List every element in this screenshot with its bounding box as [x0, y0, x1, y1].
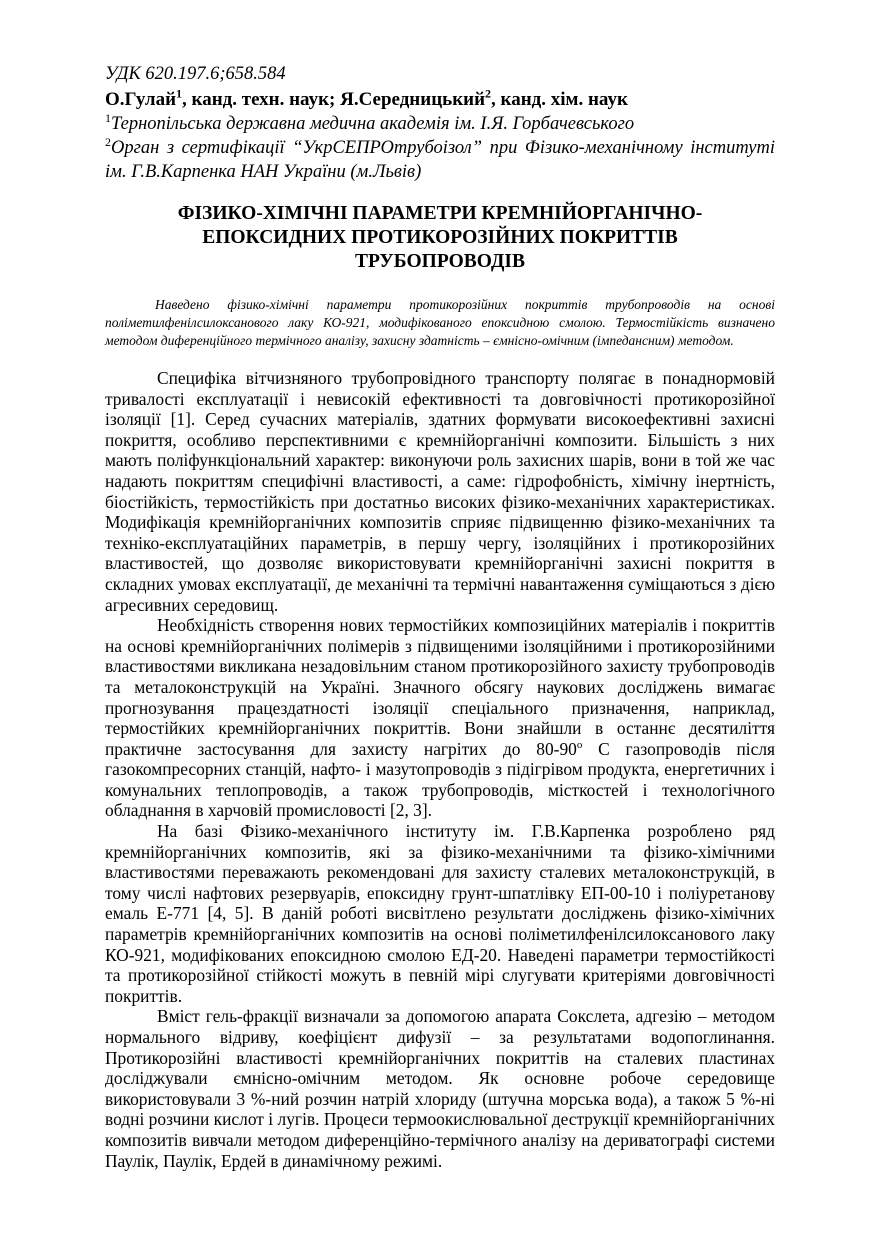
body-text	[105, 368, 775, 1171]
title-line-2: ЕПОКСИДНИХ ПРОТИКОРОЗІЙНИХ ПОКРИТТІВ	[202, 227, 678, 248]
affiliation-1-mark: 1	[105, 110, 111, 125]
affiliation-2	[105, 136, 775, 184]
paper-title	[105, 202, 775, 274]
title-line-3: ТРУБОПРОВОДІВ	[354, 251, 525, 272]
author-1-name: О.Гулай	[105, 89, 177, 110]
udk-code: УДК 620.197.6;658.584	[105, 64, 286, 84]
author-1-degree: , канд. техн. наук;	[182, 89, 341, 110]
author-1-affiliation-mark: 1	[176, 86, 183, 101]
author-2-degree: , канд. хім. наук	[491, 89, 628, 110]
affiliation-2-text: Орган з сертифікації “УкрСЕПРОтрубоізол” при Фізико-механічному інституті ім. Г.В.Карпенка НАН України (м.Львів)	[105, 138, 775, 182]
author-line	[105, 88, 775, 112]
affiliation-1	[105, 112, 775, 136]
author-2-name: Я.Середницький	[340, 89, 486, 110]
paper-page	[105, 62, 775, 1171]
degree-mark: о	[576, 738, 583, 751]
abstract: Наведено фізико-хімічні параметри протикорозійних покриттів трубопроводів на основі поліметилфенілсилоксанового лаку КО-921, модифікованого епоксидною смолою. Термостійкість визначено методом диференційного термічного аналізу, захисну здатність – ємнісно-омічним (імпедансним) методом.	[105, 297, 775, 348]
paragraph-2-part-2: С газопроводів після газокомпресорних станцій, нафто- і мазутопроводів з підігрівом продукта, енергетичних і комунальних теплопроводів, а також трубопроводів, місткостей і технологічного обладнання в харчовій промисловості [2, 3].	[105, 738, 775, 821]
title-line-1: ФІЗИКО-ХІМІЧНІ ПАРАМЕТРИ КРЕМНІЙОРГАНІЧНО-	[177, 203, 703, 224]
author-2-affiliation-mark: 2	[485, 86, 492, 101]
affiliation-1-text: Тернопільська державна медична академія ім. І.Я. Горбачевського	[111, 114, 635, 134]
paragraph-3: На базі Фізико-механічного інституту ім. Г.В.Карпенка розроблено ряд кремнійорганічних композитів, які за фізико-механічними та фізико-хімічними властивостями переважають рекомендовані для захисту сталевих металоконструкцій, в тому числі нафтових резервуарів, епоксидну грунт-шпатлівку ЕП-00-10 і поліуретанову емаль Е-771 [4, 5]. В даній роботі висвітлено результати досліджень фізико-хімічних параметрів кремнійорганічних композитів на основі поліметилфенілсилоксанового лаку КО-921, модифікованих епоксидною смолою ЕД-20. Наведені параметри термостійкості та протикорозійної стійкості можуть в певній мірі слугувати критеріями довговічності покриттів.	[105, 821, 775, 1006]
paragraph-2-part-1: Необхідність створення нових термостійких композиційних матеріалів і покриттів на основі кремнійорганічних полімерів з підвищеними ізоляційними і протикорозійними властивостями викликана незадовільним станом протикорозійного захисту трубопроводів та металоконструкцій на Україні. Значного обсягу наукових досліджень вимагає прогнозування працездатності ізоляції спеціального призначення, наприклад, термостійких кремнійорганічних покриттів. Вони знайшли в останнє десятиліття практичне застосування для захисту нагрітих до 80-90	[105, 615, 775, 759]
paragraph-1: Специфіка вітчизняного трубопровідного транспорту полягає в понаднормовій тривалості експлуатації і невисокій ефективності та довговічності протикорозійної ізоляції [1]. Серед сучасних матеріалів, здатних формувати високоефективні захисні покриття, особливо перспективними є кремнійорганічні композити. Більшість з них мають поліфункціональний характер: виконуючи роль захисних шарів, вони в той же час надають покриттям специфічні властивості, а саме: гідрофобність, хімічну інертність, біостійкість, термостійкість при достатньо високих фізико-механічних характеристиках. Модифікація кремнійорганічних композитів сприяє підвищенню фізико-механічних та техніко-експлуатаційних параметрів, в першу чергу, ізоляційних і протикорозійних властивостей, що дозволяє використовувати кремнійорганічні захисні покриття в складних умовах експлуатації, де механічні та термічні навантаження суміщаються з дією агресивних середовищ.	[105, 368, 775, 615]
paragraph-2	[105, 615, 775, 821]
affiliation-2-mark: 2	[105, 134, 111, 149]
paragraph-4: Вміст гель-фракції визначали за допомогою апарата Сокслета, адгезію – методом нормального відриву, коефіцієнт дифузії – за результатами водопоглинання. Протикорозійні властивості кремнійорганічних покриттів на сталевих пластинах досліджували ємнісно-омічним методом. Як основне робоче середовище використовували 3 %-ний розчин натрій хлориду (штучна морська вода), а також 5 %-ні водні розчини кислот і лугів. Процеси термоокислювальної деструкції кремнійорганічних композитів вивчали методом диференційно-термічного аналізу на дериватографі системи Паулік, Паулік, Ердей в динамічному режимі.	[105, 1006, 775, 1171]
